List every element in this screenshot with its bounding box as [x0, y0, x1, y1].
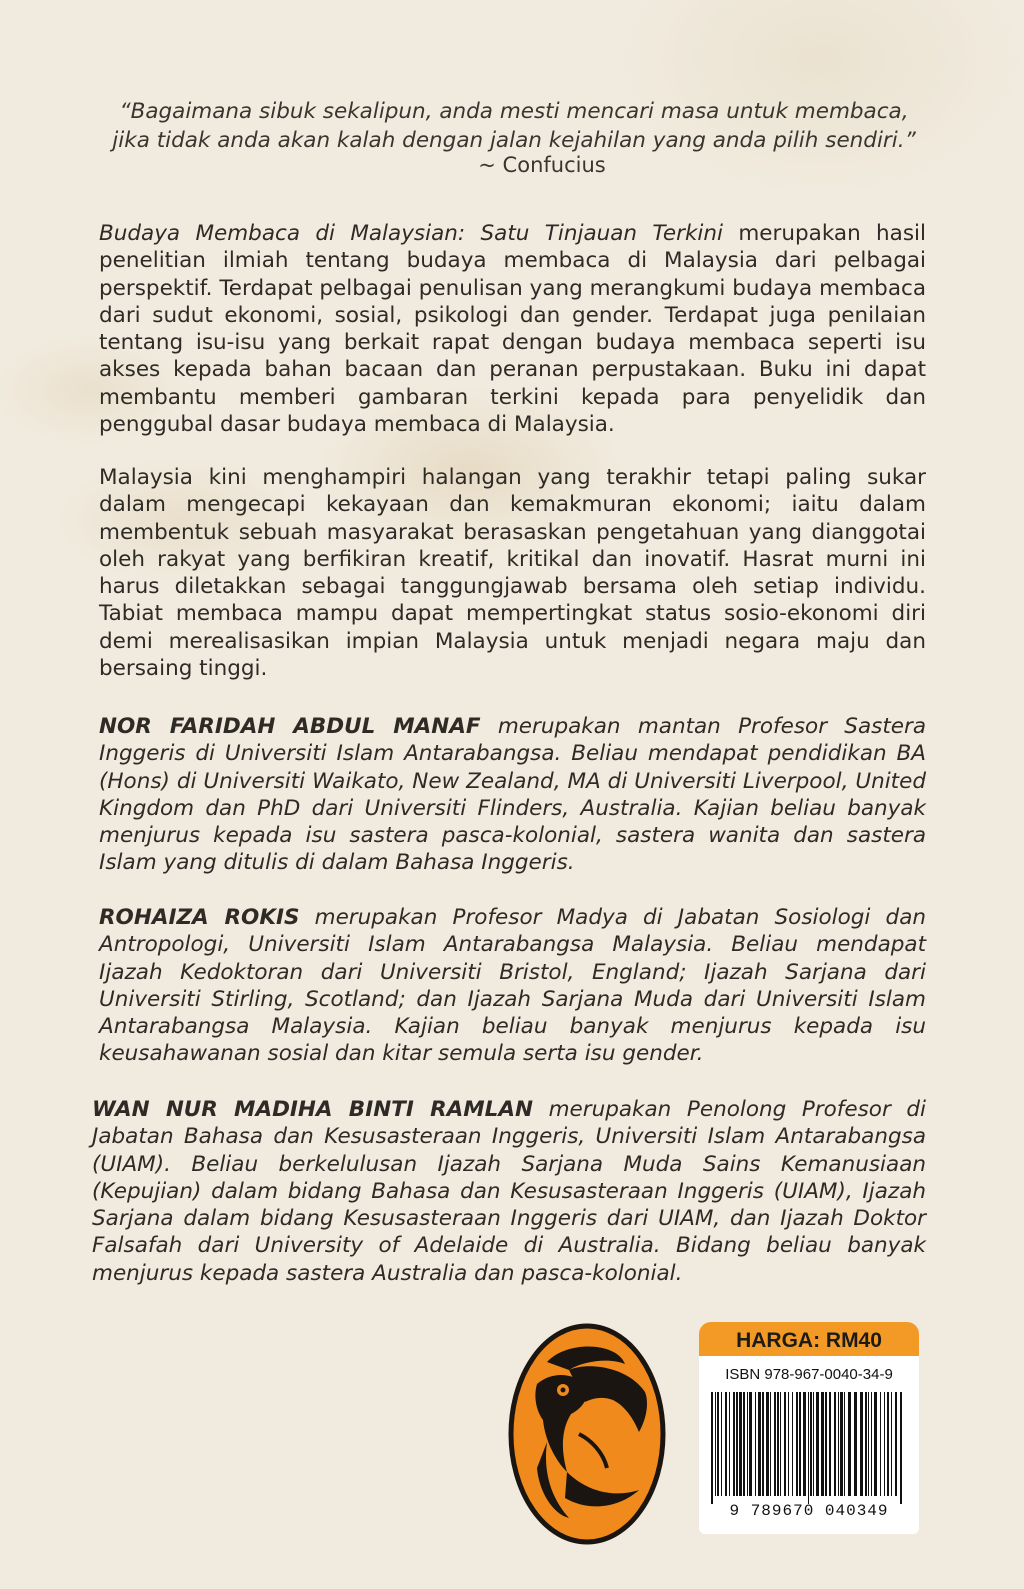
barcode-bar: [808, 1392, 809, 1504]
barcode-bar: [803, 1392, 806, 1496]
quote-line-2: jika tidak anda akan kalah dengan jalan kejahilan yang anda pilih sendiri.”: [112, 128, 916, 153]
author-text-1: merupakan mantan Profesor Sastera Inggeris di Universiti Islam Antarabangsa. Beliau mendapat pendidikan BA (Hons) di Universiti Waikato, New Zealand, MA di Universiti Liverpool, United Kingdom dan PhD dari Universiti Flinders, Australia. Kajian beliau banyak menjurus kepada isu sastera pasca-kolonial, sastera wanita dan sastera Islam yang ditulis di dalam Bahasa Inggeris.: [99, 714, 926, 876]
barcode-bar: [887, 1392, 889, 1496]
barcode-bar: [770, 1392, 771, 1496]
barcode-bar: [749, 1392, 752, 1496]
author-bio-3: [92, 1096, 926, 1287]
barcode-bar: [792, 1392, 793, 1496]
barcode-bar: [733, 1392, 735, 1496]
quote-line-1: “Bagaimana sibuk sekalipun, anda mesti mencari masa untuk membaca,: [119, 99, 909, 124]
barcode-bar: [860, 1392, 863, 1496]
author-name-3: WAN NUR MADIHA BINTI RAMLAN: [92, 1097, 534, 1122]
barcode-bar: [874, 1392, 877, 1496]
barcode-bar: [755, 1392, 756, 1496]
synopsis-paragraph-1: [99, 220, 926, 438]
barcode-icon: [709, 1392, 907, 1504]
barcode-bar: [736, 1392, 738, 1496]
barcode-bar: [871, 1392, 872, 1496]
barcode-bar: [739, 1392, 742, 1496]
barcode-bar: [743, 1392, 745, 1496]
barcode-bar: [780, 1392, 781, 1496]
quote-author: ~ Confucius: [478, 153, 606, 177]
barcode-bar: [868, 1392, 869, 1496]
hornbill-logo-icon: [507, 1322, 667, 1547]
barcode-bar: [829, 1392, 831, 1496]
barcode-bar: [729, 1392, 730, 1496]
barcode-bar: [900, 1392, 902, 1504]
synopsis-text-1: merupakan hasil penelitian ilmiah tentang budaya membaca di Malaysia dari pelbagai perspektif. Terdapat pelbagai penulisan yang merangkumi budaya membaca dari sudut ekonomi, sosial, psikologi dan gender. Terdapat juga penilaian tentang isu-isu yang berkait rapat dengan budaya membaca seperti isu akses kepada bahan bacaan dan peranan perpustakaan. Buku ini dapat membantu memberi gambaran terkini kepada para penyelidik dan penggubal dasar budaya membaca di Malaysia.: [99, 221, 927, 438]
synopsis-paragraph-2: Malaysia kini menghampiri halangan yang terakhir tetapi paling sukar dalam mengecapi kekayaan dan kemakmuran ekonomi; iaitu dalam membentuk sebuah masyarakat berasaskan pengetahuan yang dianggotai oleh rakyat yang berfikiran kreatif, kritikal dan inovatif. Hasrat murni ini harus diletakkan sebagai tanggungjawab bersama oleh setiap individu. Tabiat membaca mampu dapat mempertingkat status sosio-ekonomi diri demi merealisasikan impian Malaysia untuk menjadi negara maju dan bersaing tinggi.: [99, 465, 926, 682]
barcode-bar: [799, 1392, 801, 1496]
barcode-bar: [721, 1392, 722, 1496]
barcode-bar: [788, 1392, 789, 1496]
barcode-bar: [774, 1392, 776, 1496]
barcode-bar: [758, 1392, 761, 1496]
barcode-box: [699, 1356, 919, 1534]
barcode-bar: [884, 1392, 885, 1496]
barcode-bar: [880, 1392, 881, 1496]
author-text-3: merupakan Penolong Profesor di Jabatan Bahasa dan Kesusasteraan Inggeris, Universiti Islam Antarabangsa (UIAM). Beliau berkelulusan Ijazah Sarjana Muda Sains Kemanusiaan (Kepujian) dalam bidang Bahasa dan Kesusasteraan Inggeris (UIAM), Ijazah Sarjana dalam bidang Kesusasteraan Inggeris dari UIAM, dan Ijazah Doktor Falsafah dari University of Adelaide di Australia. Bidang beliau banyak menjurus kepada sastera Australia dan pasca-kolonial.: [92, 1097, 927, 1286]
barcode-bar: [840, 1392, 843, 1496]
barcode-bar: [711, 1392, 713, 1504]
barcode-bar: [766, 1392, 769, 1496]
barcode-digits: 9 789670 040349: [729, 1502, 889, 1520]
barcode-bar: [725, 1392, 727, 1496]
barcode-bar: [762, 1392, 764, 1496]
author-bio-2: [99, 904, 926, 1068]
author-name-2: ROHAIZA ROKIS: [99, 905, 300, 930]
barcode-bar: [825, 1392, 827, 1496]
author-bio-1: [99, 713, 926, 877]
author-text-2: merupakan Profesor Madya di Jabatan Sosiologi dan Antropologi, Universiti Islam Antarabangsa Malaysia. Beliau mendapat Ijazah Kedoktoran dari Universiti Bristol, England; Ijazah Sarjana dari Universiti Stirling, Scotland; dan Ijazah Sarjana Muda dari Universiti Islam Antarabangsa Malaysia. Kajian beliau banyak menjurus kepada isu keusahawanan sosial dan kitar semula serta isu gender.: [99, 905, 927, 1067]
book-title: Budaya Membaca di Malaysian: Satu Tinjauan Terkini: [99, 221, 723, 246]
barcode-bar: [844, 1392, 845, 1496]
author-name-1: NOR FARIDAH ABDUL MANAF: [99, 714, 481, 739]
barcode-bar: [777, 1392, 779, 1496]
barcode-bar: [816, 1392, 819, 1496]
barcode-bar: [796, 1392, 798, 1496]
price-label: HARGA: RM40: [736, 1329, 882, 1352]
barcode-bar: [891, 1392, 892, 1496]
barcode-bar: [747, 1392, 748, 1496]
barcode-bar: [821, 1392, 824, 1496]
barcode-bar: [813, 1392, 814, 1496]
isbn-label: ISBN 978-967-0040-34-9: [725, 1366, 893, 1383]
barcode-bar: [895, 1392, 897, 1496]
barcode-bar: [854, 1392, 857, 1496]
barcode-bar: [834, 1392, 836, 1496]
barcode-bar: [717, 1392, 719, 1496]
barcode-bar: [838, 1392, 839, 1496]
barcode-bar: [810, 1392, 812, 1496]
barcode-bar: [784, 1392, 786, 1496]
barcode-bar: [715, 1392, 716, 1496]
barcode-bar: [848, 1392, 851, 1496]
barcode-bar: [865, 1392, 867, 1496]
epigraph-quote: [100, 97, 928, 155]
